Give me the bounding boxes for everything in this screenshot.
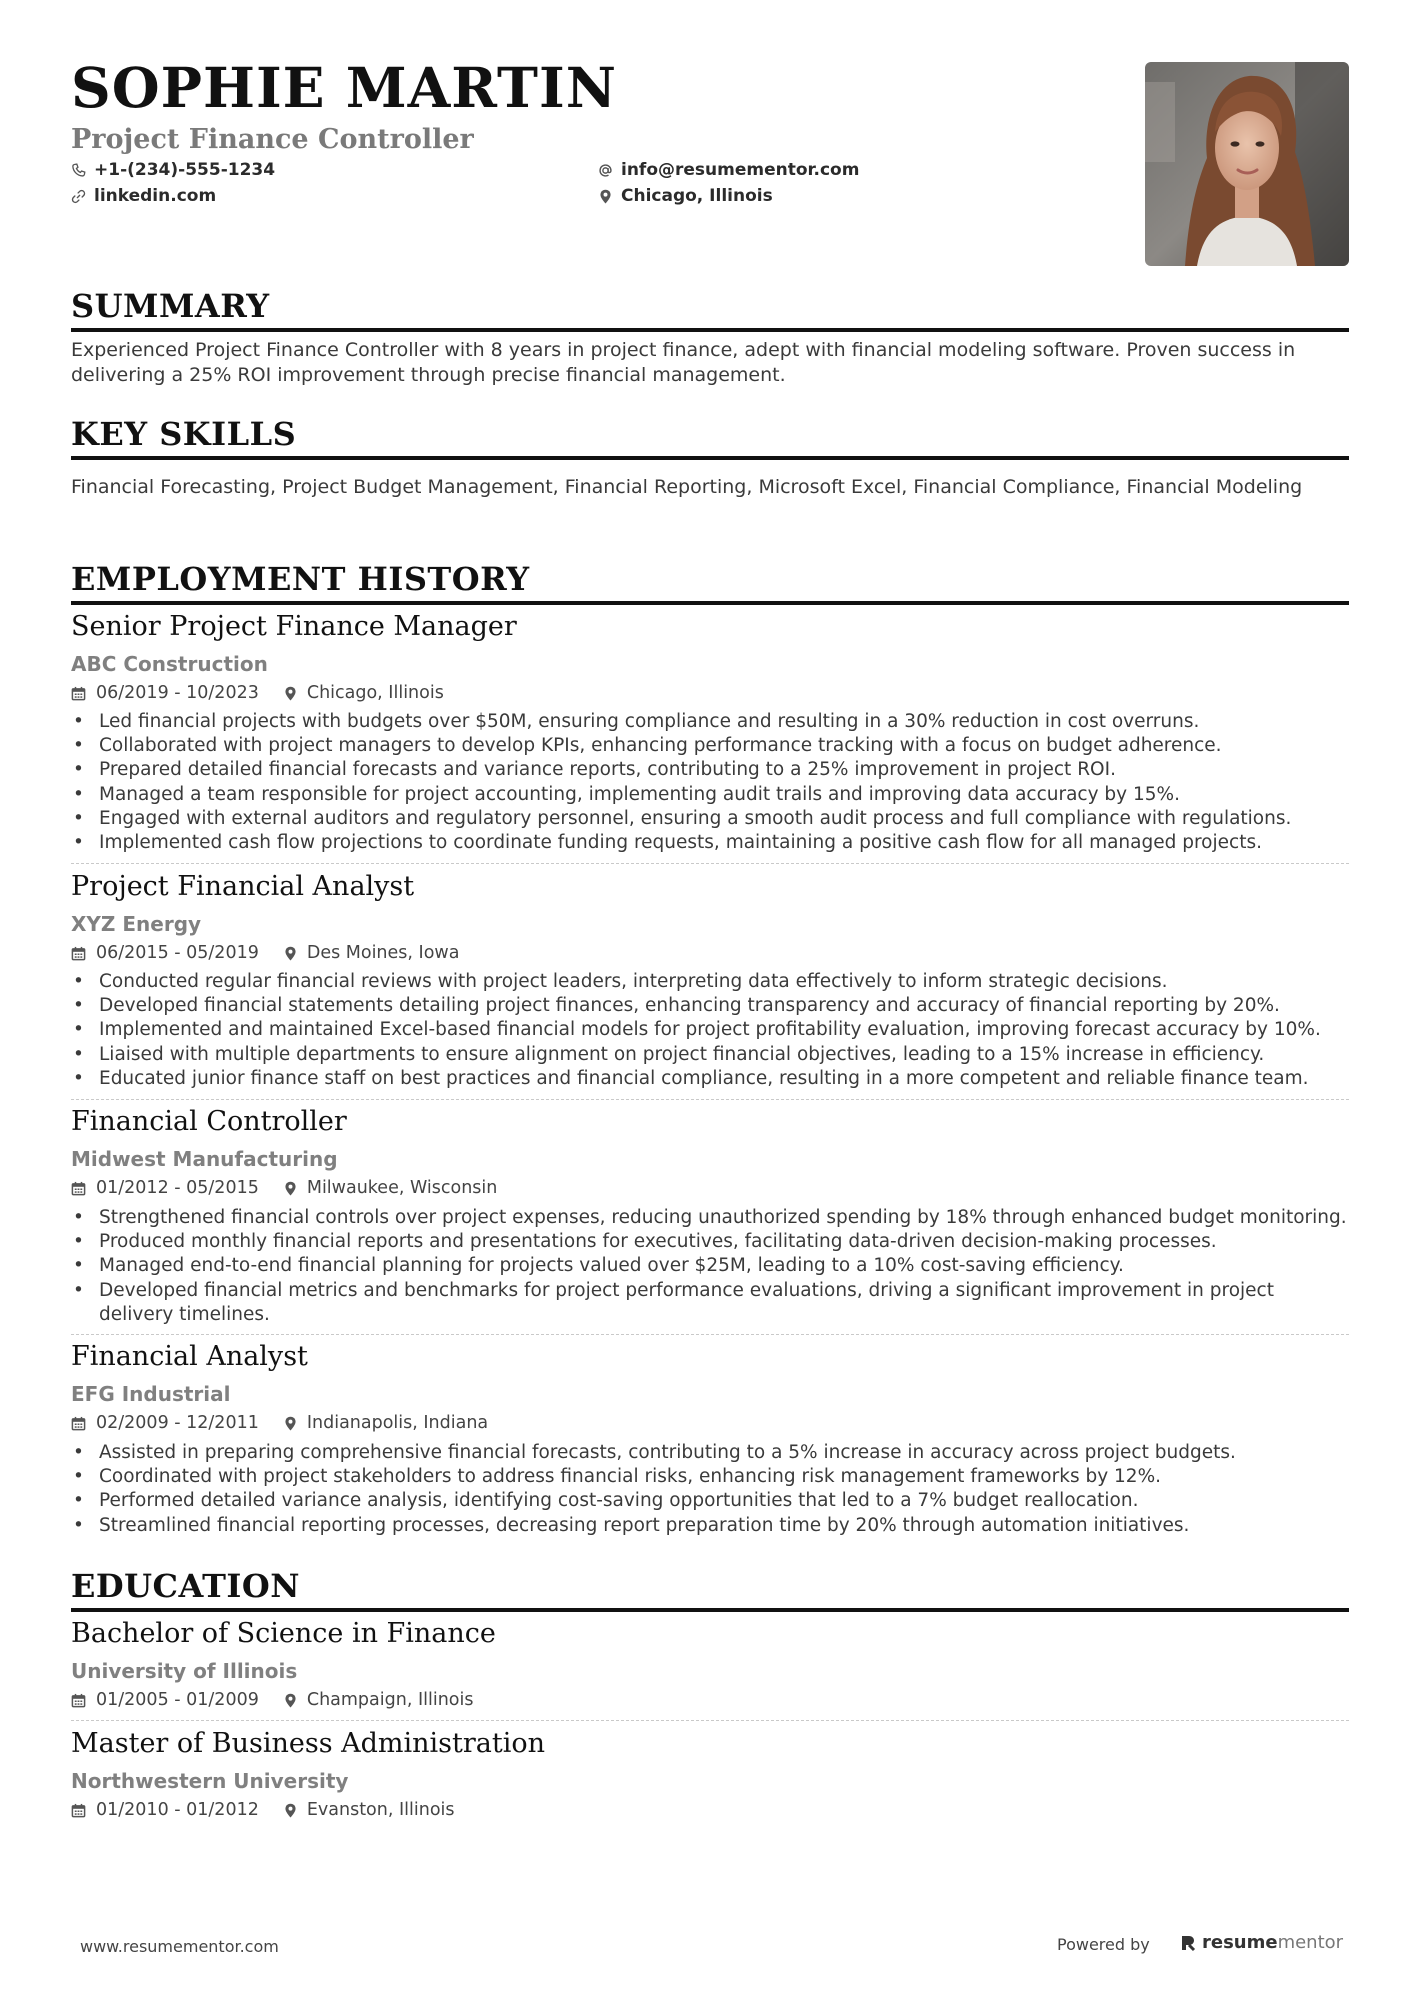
job-bullet: • Managed end-to-end financial planning for projects valued over $25M, leading to a 10% cost-saving efficiency. [71, 1254, 1349, 1278]
job-bullet: • Managed a team responsible for project accounting, implementing audit trails and improving data accuracy by 15%. [71, 783, 1349, 807]
location-text: Chicago, Illinois [621, 186, 773, 206]
phone-icon [71, 163, 86, 178]
calendar-icon [71, 1803, 86, 1818]
job-bullet: • Coordinated with project stakeholders to address financial risks, enhancing risk management frameworks by 12%. [71, 1465, 1349, 1489]
education-location: Evanston, Illinois [306, 1800, 455, 1820]
calendar-icon [71, 946, 86, 961]
job-bullet: • Collaborated with project managers to develop KPIs, enhancing performance tracking with a focus on budget adherence. [71, 734, 1349, 758]
job-location: Indianapolis, Indiana [306, 1413, 489, 1433]
job-meta [71, 1415, 488, 1433]
job-bullet: • Assisted in preparing comprehensive financial forecasts, contributing to a 5% increase in accuracy across project budgets. [71, 1441, 1349, 1465]
education-divider [71, 1720, 1349, 1721]
school-name: Northwestern University [71, 1769, 349, 1793]
job-company: Midwest Manufacturing [71, 1147, 338, 1171]
job-title: Project Financial Analyst [71, 871, 415, 902]
education-meta [71, 1802, 455, 1820]
job-meta [71, 1180, 497, 1198]
calendar-icon [71, 1693, 86, 1708]
employment-heading: EMPLOYMENT HISTORY [71, 563, 1349, 605]
map-pin-icon [283, 946, 298, 961]
map-pin-icon [283, 1803, 298, 1818]
job-bullets [71, 1441, 1349, 1538]
degree-title: Master of Business Administration [71, 1728, 546, 1759]
resumementor-logo-icon [1180, 1934, 1196, 1952]
job-bullet: • Implemented cash flow projections to coordinate funding requests, maintaining a positive cash flow for all managed projects. [71, 831, 1349, 855]
job-bullet: • Streamlined financial reporting processes, decreasing report preparation time by 20% through automation initiatives. [71, 1514, 1349, 1538]
job-meta [71, 945, 459, 963]
contact-location [598, 188, 773, 205]
job-company: ABC Construction [71, 652, 268, 676]
job-title: Senior Project Finance Manager [71, 611, 517, 642]
candidate-name: SOPHIE MARTIN [71, 55, 617, 120]
job-company: EFG Industrial [71, 1382, 231, 1406]
map-pin-icon [283, 1416, 298, 1431]
job-bullet: • Implemented and maintained Excel-based financial models for project profitability evaluation, improving forecast accuracy by 10%. [71, 1018, 1349, 1042]
skills-text: Financial Forecasting, Project Budget Management, Financial Reporting, Microsoft Excel, Financial Compliance, Financial Modeling [71, 476, 1303, 498]
job-bullet: • Led financial projects with budgets over $50M, ensuring compliance and resulting in a 30% reduction in cost overruns. [71, 710, 1349, 734]
job-bullet: • Educated junior finance staff on best practices and financial compliance, resulting in a more competent and reliable finance team. [71, 1067, 1349, 1091]
job-title: Financial Controller [71, 1106, 347, 1137]
degree-title: Bachelor of Science in Finance [71, 1618, 496, 1649]
calendar-icon [71, 686, 86, 701]
job-bullet: • Performed detailed variance analysis, identifying cost-saving opportunities that led to a 7% budget reallocation. [71, 1489, 1349, 1513]
job-divider [71, 863, 1349, 864]
job-company: XYZ Energy [71, 912, 202, 936]
job-bullets [71, 710, 1349, 855]
job-divider [71, 1099, 1349, 1100]
footer-brand-bold: resume [1202, 1932, 1278, 1953]
job-meta [71, 685, 444, 703]
footer-brand-light: mentor [1277, 1932, 1344, 1953]
linkedin-text: linkedin.com [94, 186, 217, 206]
education-heading: EDUCATION [71, 1570, 1349, 1612]
education-dates: 01/2010 - 01/2012 [96, 1800, 259, 1820]
job-title: Financial Analyst [71, 1341, 308, 1372]
skills-heading: KEY SKILLS [71, 418, 1349, 460]
job-bullet: • Liaised with multiple departments to ensure alignment on project financial objectives, leading to a 15% increase in efficiency. [71, 1043, 1349, 1067]
school-name: University of Illinois [71, 1659, 298, 1683]
job-bullet: • Strengthened financial controls over project expenses, reducing unauthorized spending by 18% through enhanced budget monitoring. [71, 1206, 1349, 1230]
email-text: info@resumementor.com [621, 160, 860, 180]
profile-photo [1145, 62, 1349, 266]
map-pin-icon [598, 189, 613, 204]
summary-heading: SUMMARY [71, 290, 1349, 332]
job-dates: 01/2012 - 05/2015 [96, 1178, 259, 1198]
job-location: Chicago, Illinois [306, 683, 444, 703]
map-pin-icon [283, 686, 298, 701]
footer-powered-by: Powered by [1057, 1935, 1150, 1954]
job-bullet: • Engaged with external auditors and regulatory personnel, ensuring a smooth audit process and full compliance with regulations. [71, 807, 1349, 831]
education-meta [71, 1692, 473, 1710]
phone-text: +1-(234)-555-1234 [94, 160, 276, 180]
link-icon [71, 189, 86, 204]
job-bullet: • Developed financial statements detailing project finances, enhancing transparency and accuracy of financial reporting by 20%. [71, 994, 1349, 1018]
job-bullet: • Developed financial metrics and benchmarks for project performance evaluations, driving a significant improvement in project delivery timelines. [71, 1279, 1349, 1327]
summary-text: Experienced Project Finance Controller with 8 years in project finance, adept with financial modeling software. Proven success in delivering a 25% ROI improvement through precise financial management. [71, 339, 1296, 386]
contact-linkedin[interactable] [71, 188, 216, 205]
job-location: Des Moines, Iowa [306, 943, 460, 963]
calendar-icon [71, 1181, 86, 1196]
job-bullet: • Produced monthly financial reports and presentations for executives, facilitating data-driven decision-making processes. [71, 1230, 1349, 1254]
map-pin-icon [283, 1181, 298, 1196]
job-dates: 06/2019 - 10/2023 [96, 683, 259, 703]
job-bullets [71, 970, 1349, 1091]
calendar-icon [71, 1416, 86, 1431]
job-divider [71, 1334, 1349, 1335]
footer-brand-logo[interactable] [1180, 1932, 1343, 1953]
footer-website-link[interactable]: www.resumementor.com [80, 1937, 279, 1956]
contact-phone[interactable] [71, 162, 275, 179]
job-bullet: • Prepared detailed financial forecasts and variance reports, contributing to a 25% improvement in project ROI. [71, 758, 1349, 782]
job-bullet: • Conducted regular financial reviews with project leaders, interpreting data effectively to inform strategic decisions. [71, 970, 1349, 994]
job-location: Milwaukee, Wisconsin [306, 1178, 498, 1198]
job-bullets [71, 1206, 1349, 1327]
map-pin-icon [283, 1693, 298, 1708]
at-icon [598, 163, 613, 178]
contact-email[interactable] [598, 162, 859, 179]
candidate-role: Project Finance Controller [71, 124, 474, 155]
job-dates: 02/2009 - 12/2011 [96, 1413, 259, 1433]
education-dates: 01/2005 - 01/2009 [96, 1690, 259, 1710]
education-location: Champaign, Illinois [306, 1690, 474, 1710]
job-dates: 06/2015 - 05/2019 [96, 943, 259, 963]
